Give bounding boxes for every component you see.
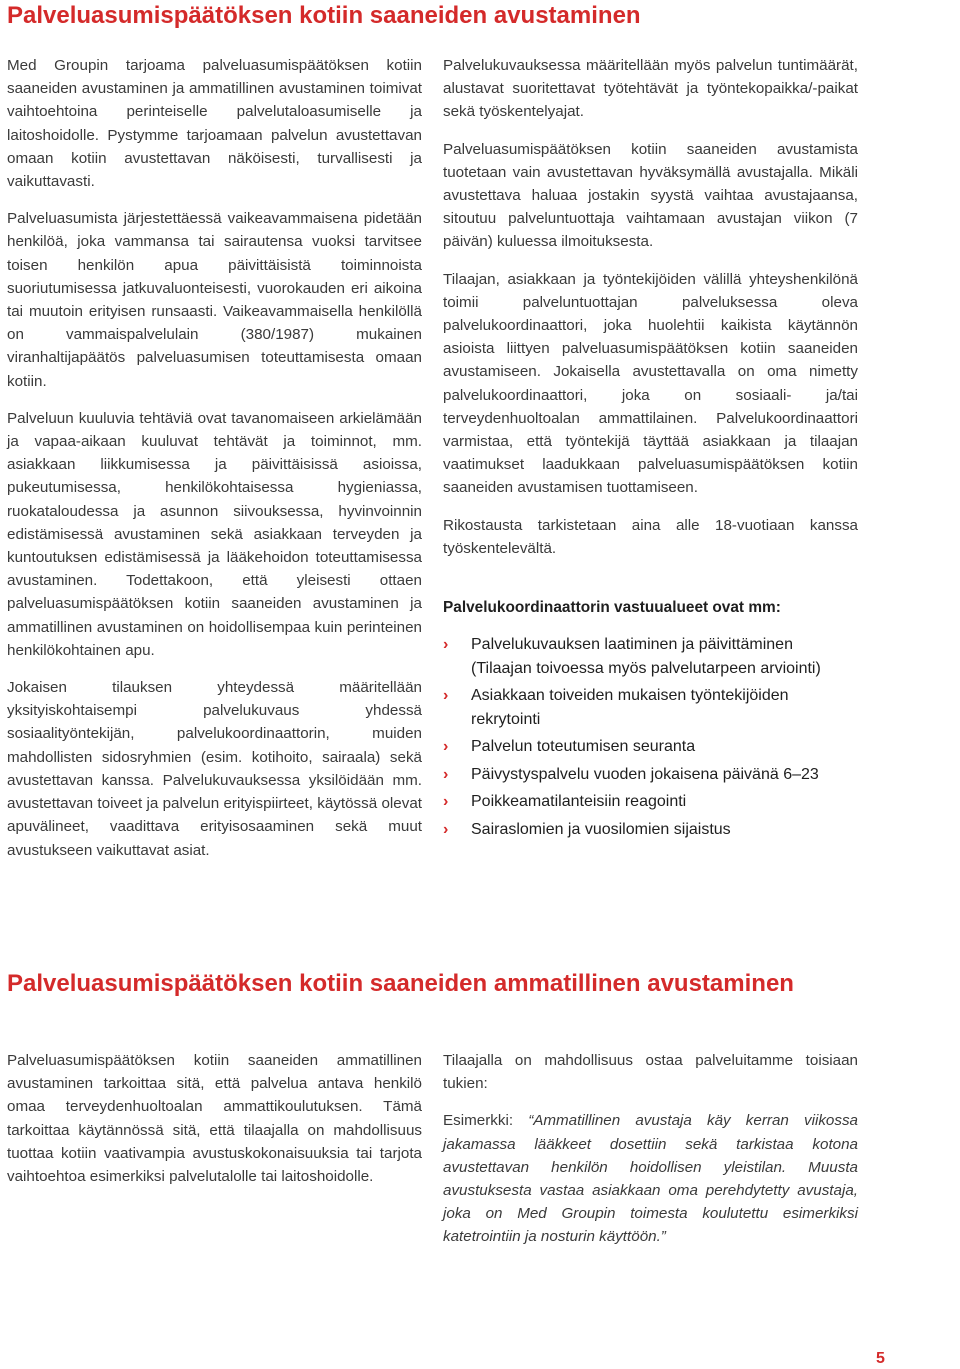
- list-item: [443, 790, 858, 814]
- list-item-text: Palvelun toteutumisen seuranta: [471, 738, 696, 756]
- list-item-text: Sairaslomien ja vuosilomien sijaistus: [471, 820, 731, 838]
- list-item-text: Palvelukuvauksen laatiminen ja päivittäminen (Tilaajan toivoessa myös palvelutarpeen arviointi): [471, 636, 821, 677]
- body-paragraph: Palveluun kuuluvia tehtäviä ovat tavanomaiseen arkielämään ja vapaa-aikaan kuuluvat tehtävät ja toiminnot, mm. asiakkaan liikkumisessa ja päivittäisissä asioissa, pukeutumisessa, henkilökohtaisessa hygieniassa, ruokataloudessa ja asunnon siivouksessa, hyvinvoinnin edistämisessä avustaminen sekä asiakkaan terveyden ja kuntoutuksen edistämisessä ja lääkehoidon toteuttamisessa avustaminen. Todettakoon, että yleisesti ottaen palveluasumispäätöksen kotiin saaneiden avustaminen ja ammatillinen avustaminen on hoidollisempaa kuin perinteinen henkilökohtainen apu.: [7, 409, 422, 659]
- chevron-right-icon: ›: [443, 793, 449, 811]
- body-paragraph: Jokaisen tilauksen yhteydessä määritellään yksityiskohtaisempi palvelukuvaus yhdessä sosiaalityöntekijän, palvelukoordinaattorin, muiden mahdollisten sidosryhmien (esim. kotihoito, sairaala) sekä avustettavan kanssa. Palvelukuvauksessa yksilöidään mm. avustettavan toiveet ja palvelun erityispiirteet, käytössä olevat apuvälineet, vaadittava erityisosaaminen sekä muut avustukseen vaikuttavat asiat.: [7, 679, 422, 859]
- chevron-right-icon: ›: [443, 687, 449, 705]
- body-paragraph: Tilaajan, asiakkaan ja työntekijöiden välillä yhteyshenkilönä toimii palveluntuottajan palveluksessa oleva palvelukoordinaattori, joka huolehtii kaikista käytännön asioista liittyen palveluasumispäätöksen kotiin saaneiden avustamiseen. Jokaisella avustettavalla on oma nimetty palvelukoordinaattori, joka on sosiaali- ja/tai terveydenhuoltoalan ammattilainen. Palvelukoordinaattori varmistaa, että työntekijä täyttää asiakkaan ja tilaajan vaatimukset laadukkaan palveluasumispäätöksen kotiin saaneiden avustamisen tuottamiseen.: [443, 270, 858, 497]
- chevron-right-icon: ›: [443, 738, 449, 756]
- list-item: [443, 763, 858, 787]
- body-paragraph: Palveluasumista järjestettäessä vaikeavammaisena pidetään henkilöä, joka vammansa tai sairautensa vuoksi tarvitsee toisen henkilön apua päivittäisistä toiminnoista suoriutumisessa jatkuvaluonteisesti, vuorokauden eri aikoina tai muutoin erityisen runsaasti. Vaikeavammaisella henkilöllä on vammaispalvelulain (380/1987) mukainen viranhaltijapäätös palveluasumisen toteuttamisesta omaan kotiin.: [7, 210, 422, 390]
- example-label: Esimerkki:: [443, 1112, 514, 1130]
- body-paragraph: Palveluasumispäätöksen kotiin saaneiden ammatillinen avustaminen tarkoittaa sitä, että palvelua antava henkilö omaa terveydenhuoltoalan ammattikoulutuksen. Tämä tarkoittaa käytännössä sitä, että tilaajalla on mahdollisuus tuottaa kotiin vaativampia avustuskokonaisuuksia tai tarjota vaihtoehtoa esimerkiksi palvelutalolle tai laitoshoidolle.: [7, 1052, 422, 1186]
- section1-left-column: [7, 54, 422, 876]
- section2-left-column: [7, 1049, 422, 1202]
- responsibilities-list: [443, 633, 858, 841]
- list-item-text: Poikkeamatilanteisiin reagointi: [471, 793, 687, 811]
- example-paragraph: [443, 1109, 858, 1248]
- list-item: [443, 735, 858, 759]
- list-item: [443, 818, 858, 842]
- chevron-right-icon: ›: [443, 765, 449, 783]
- body-paragraph: Palveluasumispäätöksen kotiin saaneiden avustamista tuotetaan vain avustettavan hyväksymällä avustajalla. Mikäli avustettava haluaa jostakin syystä vaihtaa avustajaansa, sitoutuu palveluntuottaja vaihtamaan avustajan viikon (7 päivän) kuluessa ilmoituksesta.: [443, 140, 858, 251]
- section1-right-column: [443, 54, 858, 845]
- body-paragraph: Tilaajalla on mahdollisuus ostaa palveluitamme toisiaan tukien:: [443, 1052, 858, 1093]
- list-item-text: Päivystyspalvelu vuoden jokaisena päivänä 6–23: [471, 765, 819, 783]
- list-item-text: Asiakkaan toiveiden mukaisen työntekijöiden rekrytointi: [471, 687, 789, 728]
- chevron-right-icon: ›: [443, 820, 449, 838]
- chevron-right-icon: ›: [443, 636, 449, 654]
- responsibilities-heading: Palvelukoordinaattorin vastuualueet ovat mm:: [443, 599, 781, 617]
- page-number: 5: [876, 1350, 885, 1367]
- section2-right-column: [443, 1049, 858, 1263]
- example-quote: “Ammatillinen avustaja käy kerran viikossa jakamassa lääkkeet dosettiin sekä tarkistaa kotona avustettavan henkilön hoidollisen yleistilan. Muusta avustuksesta vastaa asiakkaan oma perehdytetty avustaja, joka on Med Groupin toimesta koulutettu esimerkiksi katetrointiin ja nosturin käyttöön.”: [443, 1112, 858, 1246]
- section-title: Palveluasumispäätöksen kotiin saaneiden avustaminen: [7, 2, 641, 29]
- body-paragraph: Palvelukuvauksessa määritellään myös palvelun tuntimäärät, alustavat suoritettavat työtehtävät ja työntekopaikka/-paikat sekä työskentelyajat.: [443, 57, 858, 121]
- list-item: [443, 684, 858, 731]
- body-paragraph: Rikostausta tarkistetaan aina alle 18-vuotiaan kanssa työskentelevältä.: [443, 516, 858, 557]
- list-item: [443, 633, 858, 680]
- intro-paragraph: Med Groupin tarjoama palveluasumispäätöksen kotiin saaneiden avustaminen ja ammatillinen avustaminen toimivat vaihtoehtoina perinteiselle palvelutaloasumiselle ja laitoshoidolle. Pystymme tarjoamaan palvelun avustettavan omaan kotiin avustettavan näköisesti, turvallisesti ja vaikuttavasti.: [7, 57, 422, 191]
- section-title: Palveluasumispäätöksen kotiin saaneiden ammatillinen avustaminen: [7, 970, 794, 997]
